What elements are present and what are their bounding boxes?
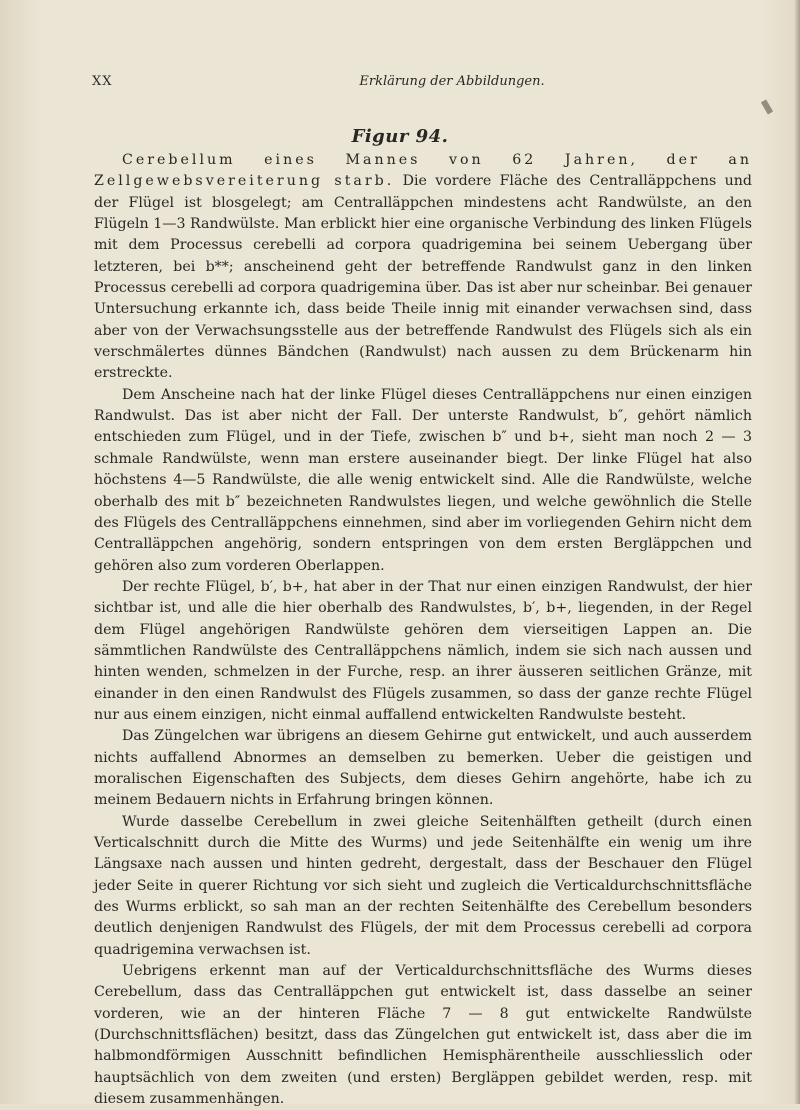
body-text bbox=[94, 150, 752, 1110]
paragraph bbox=[94, 577, 752, 726]
paragraph-text: Uebrigens erkennt man auf der Verticaldurchschnittsfläche des Wurms dieses Cerebellum, dass das Centralläppchen gut entwickelt ist, dass dasselbe an seiner vorderen, wie an der hinteren Fläche 7 — 8 gut entwickelte Randwülste (Durchschnittsflächen) besitzt, dass das Züngelchen gut entwickelt ist, dass aber die im halbmondförmigen Ausschnitt befindlichen Hemisphärentheile ausschliesslich oder hauptsächlich von dem zweiten (und ersten) Bergläppen gebildet werden, resp. mit diesem zusammenhängen. bbox=[94, 963, 752, 1108]
paragraph-text: Das Züngelchen war übrigens an diesem Gehirne gut entwickelt, und auch ausserdem nichts auffallend Abnormes an demselben zu bemerken. Ueber die geistigen und moralischen Eigenschaften des Subjects, dem dieses Gehirn angehörte, habe ich zu meinem Bedauern nichts in Erfahrung bringen können. bbox=[94, 728, 752, 809]
paragraph bbox=[94, 385, 752, 577]
paragraph bbox=[94, 961, 752, 1110]
ink-mark bbox=[761, 99, 773, 114]
paragraph-text: Der rechte Flügel, b′, b+, hat aber in der That nur einen einzigen Randwulst, der hier sichtbar ist, und alle die hier oberhalb des Randwulstes, b′, b+, liegenden, in der Regel dem Flügel angehörigen Randwülste gehören dem vierseitigen Lappen an. Die sämmtlichen Randwülste des Centralläppchens nämlich, indem sie sich nach aussen und hinten wenden, schmelzen in der Furche, resp. an ihrer äusseren seitlichen Gränze, mit einander in den einen Randwulst des Flügels zusammen, so dass der ganze rechte Flügel nur aus einem einzigen, nicht einmal auffallend entwickelten Randwulste besteht. bbox=[94, 578, 752, 723]
paragraph-spaced-lead: Cerebellum eines Mannes von 62 Jahren, der an Zellgewebsvereiterung starb. bbox=[94, 152, 752, 190]
page-number: XX bbox=[92, 74, 113, 89]
paragraph bbox=[94, 150, 752, 385]
figure-title: Figur 94. bbox=[351, 126, 449, 147]
paragraph bbox=[94, 812, 752, 961]
paragraph-text: Dem Anscheine nach hat der linke Flügel dieses Centralläppchens nur einen einzigen Randwulst. Das ist aber nicht der Fall. Der unterste Randwulst, b″, gehört nämlich entschieden zum Flügel, und in der Tiefe, zwischen b″ und b+, sieht man noch 2 — 3 schmale Randwülste, wenn man erstere auseinander biegt. Der linke Flügel hat also höchstens 4—5 Randwülste, die alle wenig entwickelt sind. Alle die Randwülste, welche oberhalb des mit b″ bezeichneten Randwulstes liegen, und welche gewöhnlich die Stelle des Flügels des Centralläppchens einnehmen, sind aber im vorliegenden Gehirn nicht dem Centralläppchen angehörig, sondern entspringen von dem ersten Bergläppchen und gehören also zum vorderen Oberlappen. bbox=[94, 386, 752, 574]
paragraph-text: Die vordere Fläche des Centralläppchens und der Flügel ist blosgelegt; am Centralläppchen mindestens acht Randwülste, an den Flügeln 1—3 Randwülste. Man erblickt hier eine organische Verbindung des linken Flügels mit dem Processus cerebelli ad corpora quadrigemina bei seinem Uebergang über letzteren, bei b**; anscheinend geht der betreffende Randwulst ganz in den linken Processus cerebelli ad corpora quadrigemina über. Das ist aber nur scheinbar. Bei genauer Untersuchung erkannte ich, dass beide Theile innig mit einander verwachsen sind, dass aber von der Verwachsungsstelle aus der betreffende Randwulst des Flügels sich als ein verschmälertes dünnes Bändchen (Randwulst) nach aussen zu dem Brückenarm hin erstreckte. bbox=[94, 173, 752, 382]
page-edge-shadow bbox=[794, 0, 800, 1104]
running-head bbox=[92, 74, 752, 94]
running-head-title: Erklärung der Abbildungen. bbox=[359, 74, 545, 89]
paragraph-text: Wurde dasselbe Cerebellum in zwei gleiche Seitenhälften getheilt (durch einen Verticalschnitt durch die Mitte des Wurms) und jede Seitenhälfte ein wenig um ihre Längsaxe nach aussen und hinten gedreht, dergestalt, dass der Beschauer den Flügel jeder Seite in querer Richtung vor sich sieht und zugleich die Verticaldurchschnittsfläche des Wurms erblickt, so sah man an der rechten Seitenhälfte des Cerebellum besonders deutlich denjenigen Randwulst des Flügels, der mit dem Processus cerebelli ad corpora quadrigemina verwachsen ist. bbox=[94, 813, 752, 958]
paragraph bbox=[94, 726, 752, 811]
